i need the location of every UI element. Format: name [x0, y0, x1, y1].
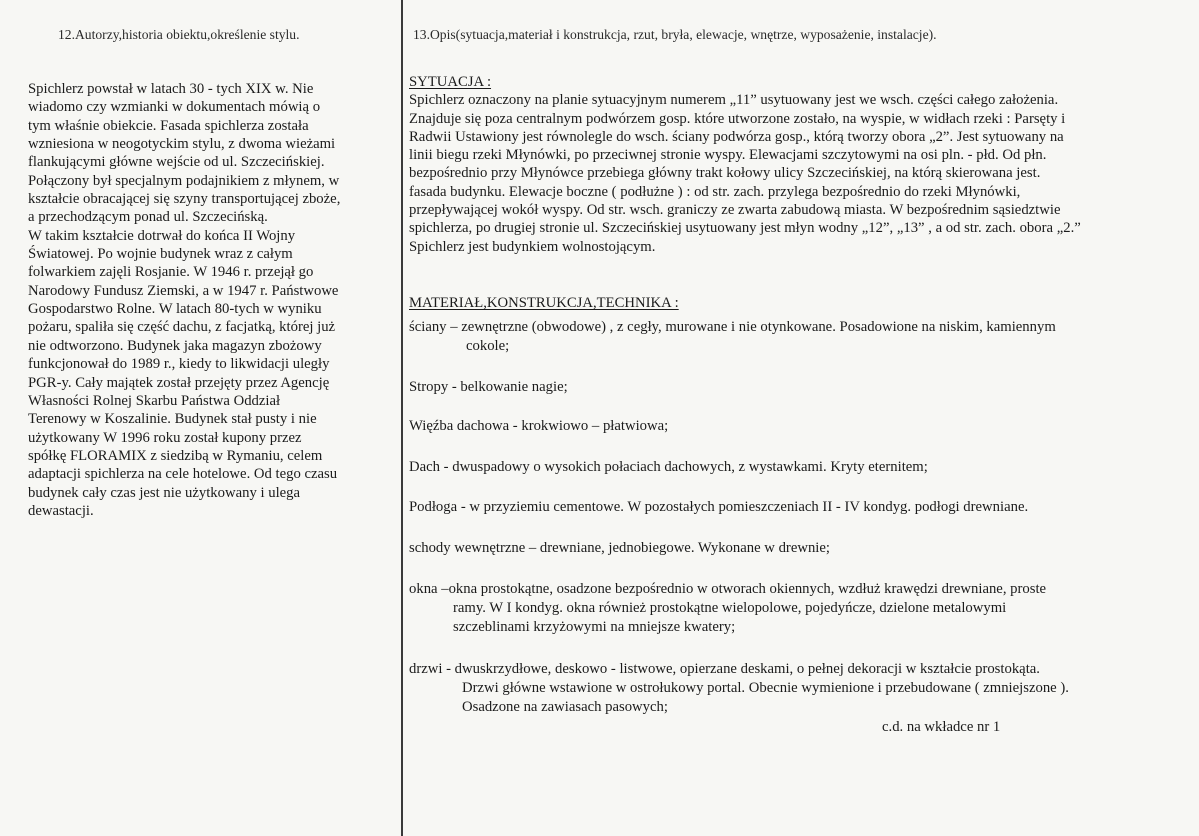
text-line: Stropy - belkowanie nagie; — [409, 379, 568, 395]
text-line: funkcjonował do 1989 r., kiedy to likwidacji uległy — [28, 356, 330, 373]
text-line: ramy. W I kondyg. okna również prostokątne wielopolowe, pojedyńcze, dzielone metalowymi — [453, 600, 1007, 616]
text-line: spółkę FLORAMIX z siedzibą w Rymaniu, celem — [28, 447, 323, 464]
text-line: kształcie obracającej się szyny transportującej zboże, — [28, 191, 341, 208]
section-13-header: 13.Opis(sytuacja,materiał i konstrukcja, rzut, bryła, elewacje, wnętrze, wyposażenie, instalacje). — [413, 27, 937, 42]
column-divider — [401, 0, 403, 836]
text-line: dewastacji. — [28, 502, 94, 519]
text-line: linii biegu rzeki Młynówki, po przeciwnej stronie wyspy. Elewacjami szczytowymi na osi pln. - płd. Od płn. — [409, 147, 1047, 164]
text-line: schody wewnętrzne – drewniane, jednobiegowe. Wykonane w drewnie; — [409, 540, 830, 556]
text-line: Światowej. Po wojnie budynek wraz z całym — [28, 246, 293, 263]
text-line: cokole; — [466, 338, 510, 354]
text-line: spichlerza, po drugiej stronie ul. Szczecińskiej usytuowany jest młyn wodny „12”, „13” , a od str. zach. obora „2.” — [409, 220, 1081, 237]
floor-entry — [409, 498, 1189, 517]
text-line: wzniesiona w neogotyckim stylu, z dwoma wieżami — [28, 136, 336, 153]
text-line: W takim kształcie dotrwał do końca II Wojny — [28, 227, 296, 244]
text-line: Dach - dwuspadowy o wysokich połaciach dachowych, z wystawkami. Kryty eternitem; — [409, 459, 928, 475]
text-line: drzwi - dwuskrzydłowe, deskowo - listwowe, opierzane deskami, o pełnej dekoracji w kształcie prostokąta. — [409, 661, 1040, 677]
text-line: PGR-y. Cały majątek został przejęty przez Agencję — [28, 374, 330, 391]
truss-entry — [409, 417, 1189, 436]
text-line: Radwii Ustawiony jest równolegle do wsch. ściany podwórza gosp., którą tworzy obora „2”. Jest sytuowany na — [409, 128, 1064, 145]
continuation-note: c.d. na wkładce nr 1 — [882, 719, 1001, 735]
text-line: nie odtworzono. Budynek jaka magazyn zbożowy — [28, 337, 322, 354]
text-line: bezpośrednio przy Młynówce przebiega główny trakt kołowy ulicy Szczecińskiej, na którą skierowana jest. — [409, 165, 1041, 182]
text-line: tym właśnie obiekcie. Fasada spichlerza została — [28, 117, 309, 134]
text-line: Spichlerz jest budynkiem wolnostojącym. — [409, 238, 656, 255]
stairs-entry — [409, 539, 1189, 558]
text-line: Podłoga - w przyziemiu cementowe. W pozostałych pomieszczeniach II - IV kondyg. podłogi drewniane. — [409, 499, 1029, 515]
situation-title: SYTUACJA : — [409, 74, 492, 90]
text-line: Narodowy Fundusz Ziemski, a w 1947 r. Państwowe — [28, 282, 339, 299]
ceilings-entry — [409, 378, 1189, 397]
text-line: przepływającej wokół wyspy. Od str. wsch. graniczy ze zwarta zabudową miasta. W bezpośrednim sąsiedztwie — [409, 202, 1061, 219]
text-line: a przechodzącym ponad ul. Szczecińską. — [28, 209, 268, 226]
roof-entry — [409, 458, 1189, 477]
text-line: folwarkiem zajęli Rosjanie. W 1946 r. przejął go — [28, 264, 314, 281]
walls-entry — [409, 318, 1189, 356]
text-line: Spichlerz oznaczony na planie sytuacyjnym numerem „11” usytuowany jest we wsch. części całego założenia. — [409, 92, 1059, 109]
text-line: Drzwi główne wstawione w ostrołukowy portal. Obecnie wymienione i przebudowane ( zmniejszone ). — [462, 680, 1069, 696]
text-line: okna –okna prostokątne, osadzone bezpośrednio w otworach okiennych, wzdłuż krawędzi drewniane, proste — [409, 581, 1047, 597]
text-line: adaptacji spichlerza na cele hotelowe. Od tego czasu — [28, 466, 338, 483]
doors-entry — [409, 660, 1189, 717]
material-title-block — [409, 294, 1189, 313]
text-line: ściany – zewnętrzne (obwodowe) , z cegły, murowane i nie otynkowane. Posadowione na niskim, kamiennym — [409, 319, 1056, 335]
text-line: szczeblinami krzyżowymi na mniejsze kwatery; — [453, 619, 736, 635]
text-line: Połączony był specjalnym podajnikiem z młynem, w — [28, 172, 340, 189]
situation-section — [409, 73, 1195, 256]
text-line: fasada budynku. Elewacje boczne ( podłużne ) : od str. zach. przylega bezpośrednio do rzeki Młynówki, — [409, 183, 1021, 200]
text-line: Własności Rolnej Skarbu Państwa Oddział — [28, 392, 281, 409]
text-line: Gospodarstwo Rolne. W latach 80-tych w wyniku — [28, 301, 322, 318]
text-line: budynek cały czas jest nie użytkowany i ulega — [28, 484, 301, 501]
text-line: Osadzone na zawiasach pasowych; — [462, 699, 668, 715]
text-line: pożaru, spaliła się część dachu, z facjatką, której już — [28, 319, 336, 336]
material-title: MATERIAŁ,KONSTRUKCJA,TECHNIKA : — [409, 295, 679, 311]
text-line: Więźba dachowa - krokwiowo – płatwiowa; — [409, 418, 669, 434]
history-paragraph — [28, 80, 400, 520]
text-line: wiadomo czy wzmianki w dokumentach mówią o — [28, 99, 321, 116]
text-line: Spichlerz powstał w latach 30 - tych XIX w. Nie — [28, 81, 314, 97]
text-line: flankującymi główne wejście od ul. Szczecińskiej. — [28, 154, 325, 171]
text-line: Znajduje się poza centralnym podwórzem gosp. które utworzone zostało, na wyspie, w widłach rzeki : Parsęty i — [409, 110, 1066, 127]
text-line: użytkowany W 1996 roku został kupony przez — [28, 429, 302, 446]
section-12-header: 12.Autorzy,historia obiektu,określenie stylu. — [58, 27, 300, 42]
text-line: Terenowy w Koszalinie. Budynek stał pusty i nie — [28, 411, 317, 428]
windows-entry — [409, 580, 1189, 637]
